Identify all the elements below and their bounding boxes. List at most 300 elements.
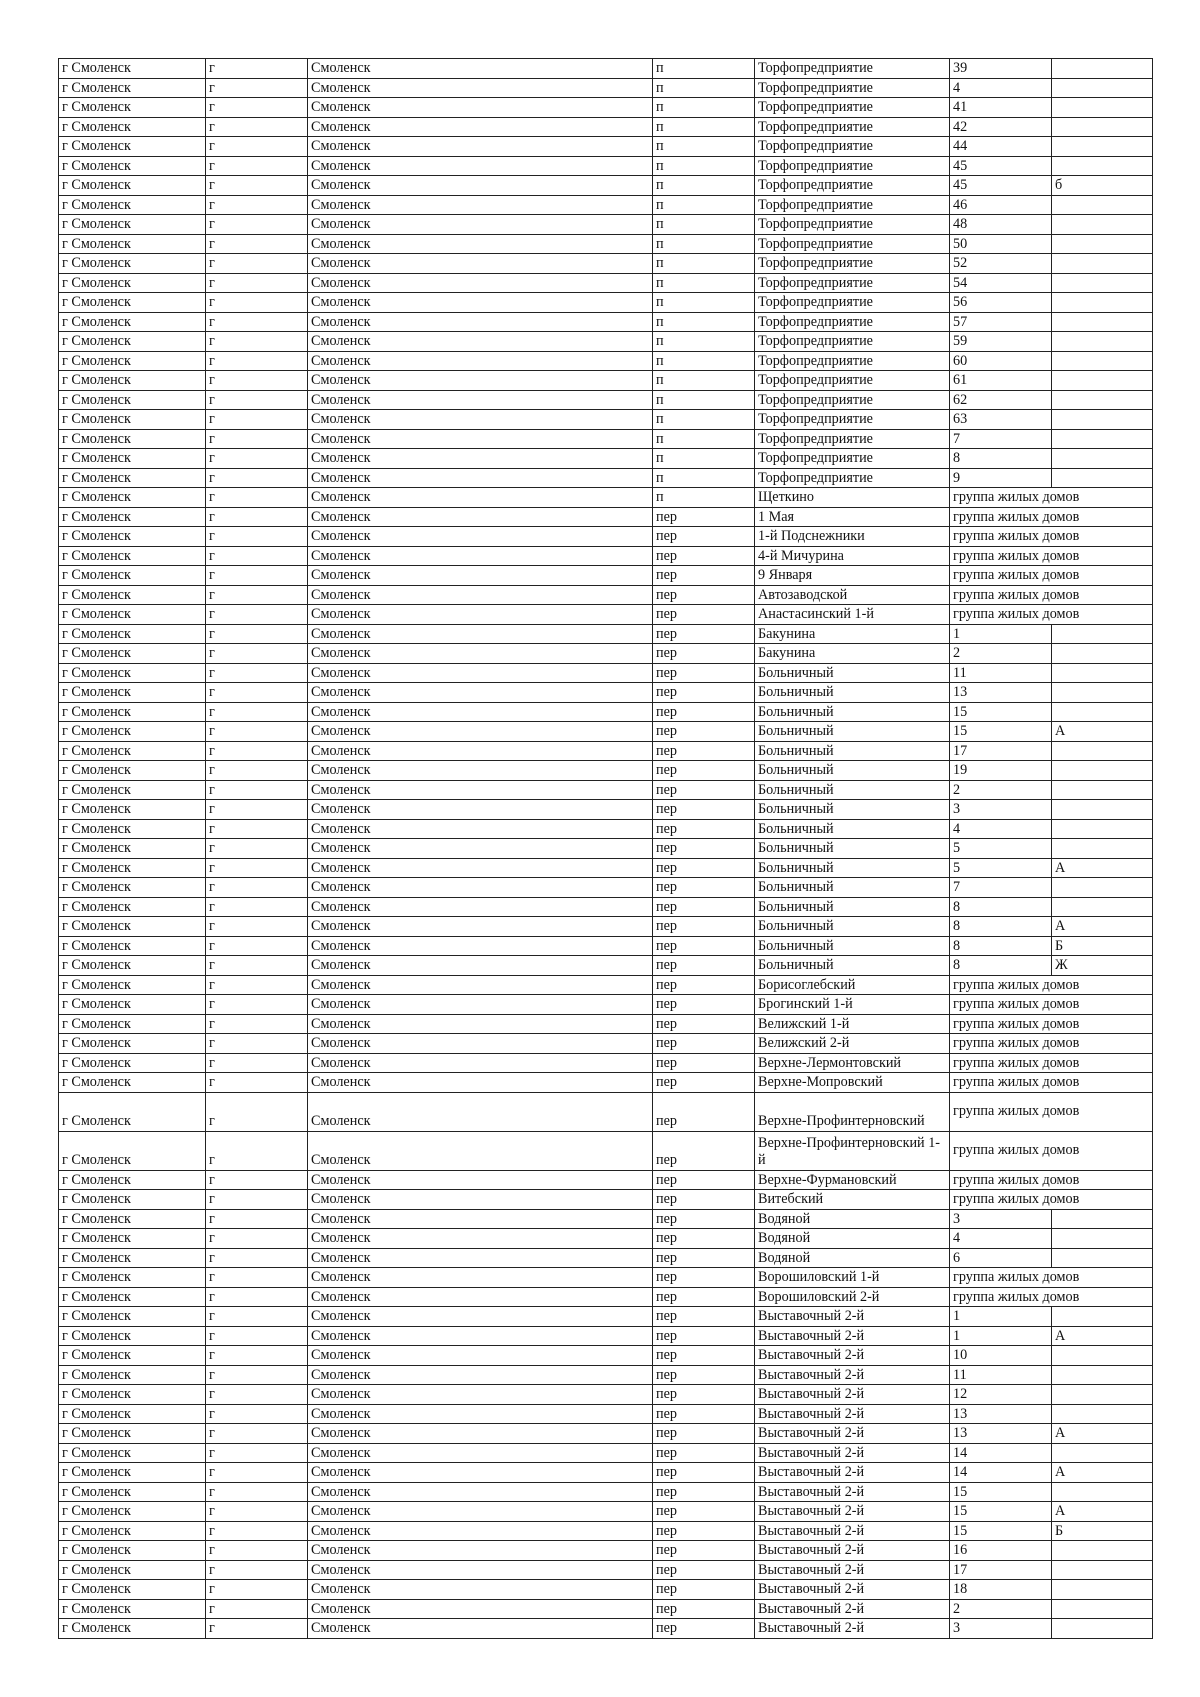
street-type-cell: пер — [653, 975, 755, 995]
table-row — [59, 1326, 1153, 1346]
street-name-cell: Выставочный 2-й — [755, 1619, 950, 1639]
street-name-cell: Больничный — [755, 741, 950, 761]
street-type-cell: пер — [653, 1034, 755, 1054]
building-suffix-cell — [1052, 819, 1153, 839]
street-name-cell: Торфопредприятие — [755, 156, 950, 176]
table-row — [59, 371, 1153, 391]
street-name-cell: Борисоглебский — [755, 975, 950, 995]
city-cell: Смоленск — [308, 59, 653, 79]
house-number-cell: 8 — [950, 936, 1052, 956]
house-group-cell: группа жилых домов — [950, 488, 1153, 508]
table-row — [59, 449, 1153, 469]
region-cell: г Смоленск — [59, 1209, 206, 1229]
street-name-cell: Выставочный 2-й — [755, 1482, 950, 1502]
region-cell: г Смоленск — [59, 449, 206, 469]
city-cell: Смоленск — [308, 1365, 653, 1385]
city-cell: Смоленск — [308, 117, 653, 137]
table-row — [59, 1053, 1153, 1073]
building-suffix-cell — [1052, 800, 1153, 820]
table-row — [59, 254, 1153, 274]
city-cell: Смоленск — [308, 1014, 653, 1034]
building-suffix-cell — [1052, 897, 1153, 917]
region-cell: г Смоленск — [59, 1619, 206, 1639]
type-cell: г — [206, 351, 308, 371]
street-name-cell: Выставочный 2-й — [755, 1307, 950, 1327]
city-cell: Смоленск — [308, 254, 653, 274]
city-cell: Смоленск — [308, 663, 653, 683]
region-cell: г Смоленск — [59, 1287, 206, 1307]
region-cell: г Смоленск — [59, 1599, 206, 1619]
table-row — [59, 1541, 1153, 1561]
building-suffix-cell: А — [1052, 1326, 1153, 1346]
region-cell: г Смоленск — [59, 1073, 206, 1093]
house-number-cell: 46 — [950, 195, 1052, 215]
street-name-cell: Торфопредприятие — [755, 234, 950, 254]
region-cell: г Смоленск — [59, 975, 206, 995]
street-type-cell: пер — [653, 1190, 755, 1210]
street-name-cell: Больничный — [755, 917, 950, 937]
city-cell: Смоленск — [308, 1131, 653, 1170]
house-number-cell: 54 — [950, 273, 1052, 293]
house-number-cell: 3 — [950, 1619, 1052, 1639]
house-number-cell: 15 — [950, 1502, 1052, 1522]
region-cell: г Смоленск — [59, 78, 206, 98]
region-cell: г Смоленск — [59, 488, 206, 508]
city-cell: Смоленск — [308, 1229, 653, 1249]
building-suffix-cell: Б — [1052, 936, 1153, 956]
street-name-cell: Больничный — [755, 780, 950, 800]
building-suffix-cell — [1052, 468, 1153, 488]
type-cell: г — [206, 137, 308, 157]
street-name-cell: Торфопредприятие — [755, 254, 950, 274]
street-type-cell: пер — [653, 722, 755, 742]
street-type-cell: пер — [653, 702, 755, 722]
type-cell: г — [206, 1482, 308, 1502]
street-name-cell: Торфопредприятие — [755, 215, 950, 235]
city-cell: Смоленск — [308, 624, 653, 644]
table-row — [59, 624, 1153, 644]
region-cell: г Смоленск — [59, 663, 206, 683]
type-cell: г — [206, 1599, 308, 1619]
building-suffix-cell — [1052, 371, 1153, 391]
street-type-cell: пер — [653, 1053, 755, 1073]
house-number-cell: 6 — [950, 1248, 1052, 1268]
house-number-cell: 4 — [950, 78, 1052, 98]
type-cell: г — [206, 468, 308, 488]
table-row — [59, 663, 1153, 683]
house-number-cell: 1 — [950, 1307, 1052, 1327]
building-suffix-cell — [1052, 98, 1153, 118]
building-suffix-cell — [1052, 624, 1153, 644]
region-cell: г Смоленск — [59, 1190, 206, 1210]
house-number-cell: 1 — [950, 1326, 1052, 1346]
city-cell: Смоленск — [308, 819, 653, 839]
city-cell: Смоленск — [308, 956, 653, 976]
table-row — [59, 644, 1153, 664]
table-row — [59, 1307, 1153, 1327]
table-row — [59, 351, 1153, 371]
street-type-cell: пер — [653, 878, 755, 898]
street-name-cell: Водяной — [755, 1229, 950, 1249]
city-cell: Смоленск — [308, 605, 653, 625]
house-number-cell: 45 — [950, 156, 1052, 176]
table-row — [59, 234, 1153, 254]
region-cell: г Смоленск — [59, 1463, 206, 1483]
region-cell: г Смоленск — [59, 312, 206, 332]
city-cell: Смоленск — [308, 780, 653, 800]
street-name-cell: Выставочный 2-й — [755, 1346, 950, 1366]
region-cell: г Смоленск — [59, 527, 206, 547]
street-name-cell: Больничный — [755, 956, 950, 976]
region-cell: г Смоленск — [59, 1092, 206, 1131]
street-name-cell: Больничный — [755, 897, 950, 917]
type-cell: г — [206, 1580, 308, 1600]
table-row — [59, 1014, 1153, 1034]
building-suffix-cell — [1052, 1580, 1153, 1600]
house-group-cell: группа жилых домов — [950, 605, 1153, 625]
city-cell: Смоленск — [308, 410, 653, 430]
table-row — [59, 390, 1153, 410]
house-number-cell: 8 — [950, 917, 1052, 937]
table-row — [59, 332, 1153, 352]
type-cell: г — [206, 819, 308, 839]
house-number-cell: 45 — [950, 176, 1052, 196]
street-name-cell: Выставочный 2-й — [755, 1463, 950, 1483]
street-type-cell: п — [653, 98, 755, 118]
street-name-cell: Выставочный 2-й — [755, 1580, 950, 1600]
type-cell: г — [206, 858, 308, 878]
street-type-cell: пер — [653, 1287, 755, 1307]
region-cell: г Смоленск — [59, 1034, 206, 1054]
building-suffix-cell — [1052, 1346, 1153, 1366]
region-cell: г Смоленск — [59, 1248, 206, 1268]
house-group-cell: группа жилых домов — [950, 1190, 1153, 1210]
house-number-cell: 7 — [950, 429, 1052, 449]
street-name-cell: Торфопредприятие — [755, 390, 950, 410]
house-number-cell: 11 — [950, 663, 1052, 683]
street-name-cell: Витебский — [755, 1190, 950, 1210]
city-cell: Смоленск — [308, 429, 653, 449]
street-name-cell: Торфопредприятие — [755, 312, 950, 332]
street-type-cell: пер — [653, 1365, 755, 1385]
street-type-cell: п — [653, 468, 755, 488]
building-suffix-cell — [1052, 390, 1153, 410]
type-cell: г — [206, 1073, 308, 1093]
type-cell: г — [206, 117, 308, 137]
building-suffix-cell — [1052, 741, 1153, 761]
house-number-cell: 63 — [950, 410, 1052, 430]
type-cell: г — [206, 1541, 308, 1561]
table-row — [59, 917, 1153, 937]
street-type-cell: пер — [653, 1131, 755, 1170]
street-name-cell: Верхне-Профинтерновский — [755, 1092, 950, 1131]
city-cell: Смоленск — [308, 722, 653, 742]
house-group-cell: группа жилых домов — [950, 1092, 1153, 1131]
house-number-cell: 15 — [950, 1482, 1052, 1502]
street-type-cell: пер — [653, 605, 755, 625]
street-name-cell: Автозаводской — [755, 585, 950, 605]
street-type-cell: пер — [653, 761, 755, 781]
house-number-cell: 4 — [950, 1229, 1052, 1249]
street-type-cell: п — [653, 410, 755, 430]
region-cell: г Смоленск — [59, 1365, 206, 1385]
street-type-cell: пер — [653, 1502, 755, 1522]
street-name-cell: 4-й Мичурина — [755, 546, 950, 566]
house-group-cell: группа жилых домов — [950, 546, 1153, 566]
street-type-cell: пер — [653, 1521, 755, 1541]
city-cell: Смоленск — [308, 585, 653, 605]
building-suffix-cell — [1052, 839, 1153, 859]
street-type-cell: п — [653, 195, 755, 215]
region-cell: г Смоленск — [59, 293, 206, 313]
type-cell: г — [206, 624, 308, 644]
table-row — [59, 1580, 1153, 1600]
city-cell: Смоленск — [308, 332, 653, 352]
table-row — [59, 273, 1153, 293]
house-number-cell: 15 — [950, 702, 1052, 722]
city-cell: Смоленск — [308, 1560, 653, 1580]
building-suffix-cell — [1052, 1541, 1153, 1561]
region-cell: г Смоленск — [59, 605, 206, 625]
type-cell: г — [206, 605, 308, 625]
street-name-cell: 1 Мая — [755, 507, 950, 527]
type-cell: г — [206, 1209, 308, 1229]
region-cell: г Смоленск — [59, 1443, 206, 1463]
building-suffix-cell — [1052, 1248, 1153, 1268]
table-row — [59, 761, 1153, 781]
street-type-cell: пер — [653, 936, 755, 956]
city-cell: Смоленск — [308, 1443, 653, 1463]
building-suffix-cell: А — [1052, 722, 1153, 742]
region-cell: г Смоленск — [59, 1482, 206, 1502]
region-cell: г Смоленск — [59, 624, 206, 644]
house-group-cell: группа жилых домов — [950, 527, 1153, 547]
region-cell: г Смоленск — [59, 254, 206, 274]
house-group-cell: группа жилых домов — [950, 1287, 1153, 1307]
type-cell: г — [206, 410, 308, 430]
region-cell: г Смоленск — [59, 1502, 206, 1522]
city-cell: Смоленск — [308, 741, 653, 761]
house-number-cell: 14 — [950, 1443, 1052, 1463]
table-row — [59, 1092, 1153, 1131]
type-cell: г — [206, 800, 308, 820]
street-name-cell: Выставочный 2-й — [755, 1365, 950, 1385]
street-name-cell: Водяной — [755, 1248, 950, 1268]
table-row — [59, 1248, 1153, 1268]
table-row — [59, 137, 1153, 157]
house-group-cell: группа жилых домов — [950, 975, 1153, 995]
region-cell: г Смоленск — [59, 917, 206, 937]
street-name-cell: Выставочный 2-й — [755, 1541, 950, 1561]
street-name-cell: Выставочный 2-й — [755, 1404, 950, 1424]
house-number-cell: 17 — [950, 741, 1052, 761]
region-cell: г Смоленск — [59, 722, 206, 742]
street-type-cell: пер — [653, 800, 755, 820]
type-cell: г — [206, 663, 308, 683]
region-cell: г Смоленск — [59, 117, 206, 137]
street-name-cell: Больничный — [755, 722, 950, 742]
table-row — [59, 1463, 1153, 1483]
building-suffix-cell — [1052, 663, 1153, 683]
table-row — [59, 293, 1153, 313]
city-cell: Смоленск — [308, 1268, 653, 1288]
building-suffix-cell — [1052, 254, 1153, 274]
type-cell: г — [206, 293, 308, 313]
building-suffix-cell — [1052, 449, 1153, 469]
table-row — [59, 215, 1153, 235]
region-cell: г Смоленск — [59, 683, 206, 703]
type-cell: г — [206, 1287, 308, 1307]
table-row — [59, 1287, 1153, 1307]
type-cell: г — [206, 1014, 308, 1034]
house-number-cell: 9 — [950, 468, 1052, 488]
region-cell: г Смоленск — [59, 1404, 206, 1424]
city-cell: Смоленск — [308, 1307, 653, 1327]
street-name-cell: Торфопредприятие — [755, 98, 950, 118]
building-suffix-cell — [1052, 683, 1153, 703]
house-number-cell: 13 — [950, 1404, 1052, 1424]
region-cell: г Смоленск — [59, 800, 206, 820]
house-number-cell: 57 — [950, 312, 1052, 332]
street-name-cell: Верхне-Фурмановский — [755, 1170, 950, 1190]
street-type-cell: п — [653, 176, 755, 196]
region-cell: г Смоленск — [59, 234, 206, 254]
building-suffix-cell — [1052, 215, 1153, 235]
building-suffix-cell: б — [1052, 176, 1153, 196]
city-cell: Смоленск — [308, 293, 653, 313]
address-table-body — [59, 59, 1153, 1639]
building-suffix-cell — [1052, 1307, 1153, 1327]
type-cell: г — [206, 936, 308, 956]
table-row — [59, 1443, 1153, 1463]
street-type-cell: пер — [653, 780, 755, 800]
street-type-cell: пер — [653, 1073, 755, 1093]
type-cell: г — [206, 59, 308, 79]
region-cell: г Смоленск — [59, 176, 206, 196]
street-type-cell: п — [653, 234, 755, 254]
house-number-cell: 48 — [950, 215, 1052, 235]
building-suffix-cell — [1052, 1365, 1153, 1385]
street-type-cell: пер — [653, 956, 755, 976]
street-name-cell: Выставочный 2-й — [755, 1443, 950, 1463]
street-name-cell: Щеткино — [755, 488, 950, 508]
house-number-cell: 62 — [950, 390, 1052, 410]
building-suffix-cell — [1052, 273, 1153, 293]
street-name-cell: Торфопредприятие — [755, 293, 950, 313]
building-suffix-cell — [1052, 1385, 1153, 1405]
table-row — [59, 897, 1153, 917]
street-name-cell: Выставочный 2-й — [755, 1326, 950, 1346]
street-name-cell: Больничный — [755, 936, 950, 956]
region-cell: г Смоленск — [59, 741, 206, 761]
region-cell: г Смоленск — [59, 839, 206, 859]
street-name-cell: Торфопредприятие — [755, 468, 950, 488]
house-number-cell: 17 — [950, 1560, 1052, 1580]
street-type-cell: пер — [653, 1619, 755, 1639]
house-number-cell: 15 — [950, 722, 1052, 742]
type-cell: г — [206, 215, 308, 235]
type-cell: г — [206, 1560, 308, 1580]
region-cell: г Смоленск — [59, 371, 206, 391]
city-cell: Смоленск — [308, 234, 653, 254]
region-cell: г Смоленск — [59, 1580, 206, 1600]
building-suffix-cell — [1052, 410, 1153, 430]
type-cell: г — [206, 1346, 308, 1366]
street-type-cell: пер — [653, 1541, 755, 1561]
street-type-cell: пер — [653, 1014, 755, 1034]
city-cell: Смоленск — [308, 975, 653, 995]
city-cell: Смоленск — [308, 312, 653, 332]
city-cell: Смоленск — [308, 1248, 653, 1268]
region-cell: г Смоленск — [59, 351, 206, 371]
building-suffix-cell — [1052, 429, 1153, 449]
street-type-cell: пер — [653, 1599, 755, 1619]
type-cell: г — [206, 1443, 308, 1463]
city-cell: Смоленск — [308, 1463, 653, 1483]
building-suffix-cell — [1052, 780, 1153, 800]
street-type-cell: п — [653, 156, 755, 176]
building-suffix-cell — [1052, 195, 1153, 215]
building-suffix-cell — [1052, 117, 1153, 137]
street-name-cell: 9 Января — [755, 566, 950, 586]
city-cell: Смоленск — [308, 1424, 653, 1444]
house-group-cell: группа жилых домов — [950, 1073, 1153, 1093]
table-row — [59, 98, 1153, 118]
type-cell: г — [206, 449, 308, 469]
type-cell: г — [206, 956, 308, 976]
city-cell: Смоленск — [308, 176, 653, 196]
building-suffix-cell — [1052, 644, 1153, 664]
type-cell: г — [206, 98, 308, 118]
house-number-cell: 8 — [950, 897, 1052, 917]
building-suffix-cell — [1052, 1560, 1153, 1580]
table-row — [59, 722, 1153, 742]
street-type-cell: пер — [653, 1092, 755, 1131]
type-cell: г — [206, 839, 308, 859]
street-type-cell: пер — [653, 917, 755, 937]
house-number-cell: 1 — [950, 624, 1052, 644]
house-number-cell: 11 — [950, 1365, 1052, 1385]
street-name-cell: Больничный — [755, 683, 950, 703]
region-cell: г Смоленск — [59, 1053, 206, 1073]
city-cell: Смоленск — [308, 917, 653, 937]
house-number-cell: 50 — [950, 234, 1052, 254]
street-type-cell: п — [653, 273, 755, 293]
type-cell: г — [206, 1463, 308, 1483]
house-group-cell: группа жилых домов — [950, 1014, 1153, 1034]
type-cell: г — [206, 1034, 308, 1054]
table-row — [59, 1190, 1153, 1210]
street-type-cell: п — [653, 59, 755, 79]
house-number-cell: 60 — [950, 351, 1052, 371]
house-number-cell: 41 — [950, 98, 1052, 118]
street-type-cell: пер — [653, 1209, 755, 1229]
building-suffix-cell — [1052, 332, 1153, 352]
house-number-cell: 5 — [950, 858, 1052, 878]
street-name-cell: Больничный — [755, 663, 950, 683]
building-suffix-cell — [1052, 1482, 1153, 1502]
street-name-cell: Выставочный 2-й — [755, 1599, 950, 1619]
house-group-cell: группа жилых домов — [950, 1053, 1153, 1073]
city-cell: Смоленск — [308, 371, 653, 391]
table-row — [59, 1599, 1153, 1619]
street-name-cell: Верхне-Лермонтовский — [755, 1053, 950, 1073]
city-cell: Смоленск — [308, 1092, 653, 1131]
house-number-cell: 56 — [950, 293, 1052, 313]
house-number-cell: 42 — [950, 117, 1052, 137]
type-cell: г — [206, 195, 308, 215]
street-type-cell: пер — [653, 1443, 755, 1463]
